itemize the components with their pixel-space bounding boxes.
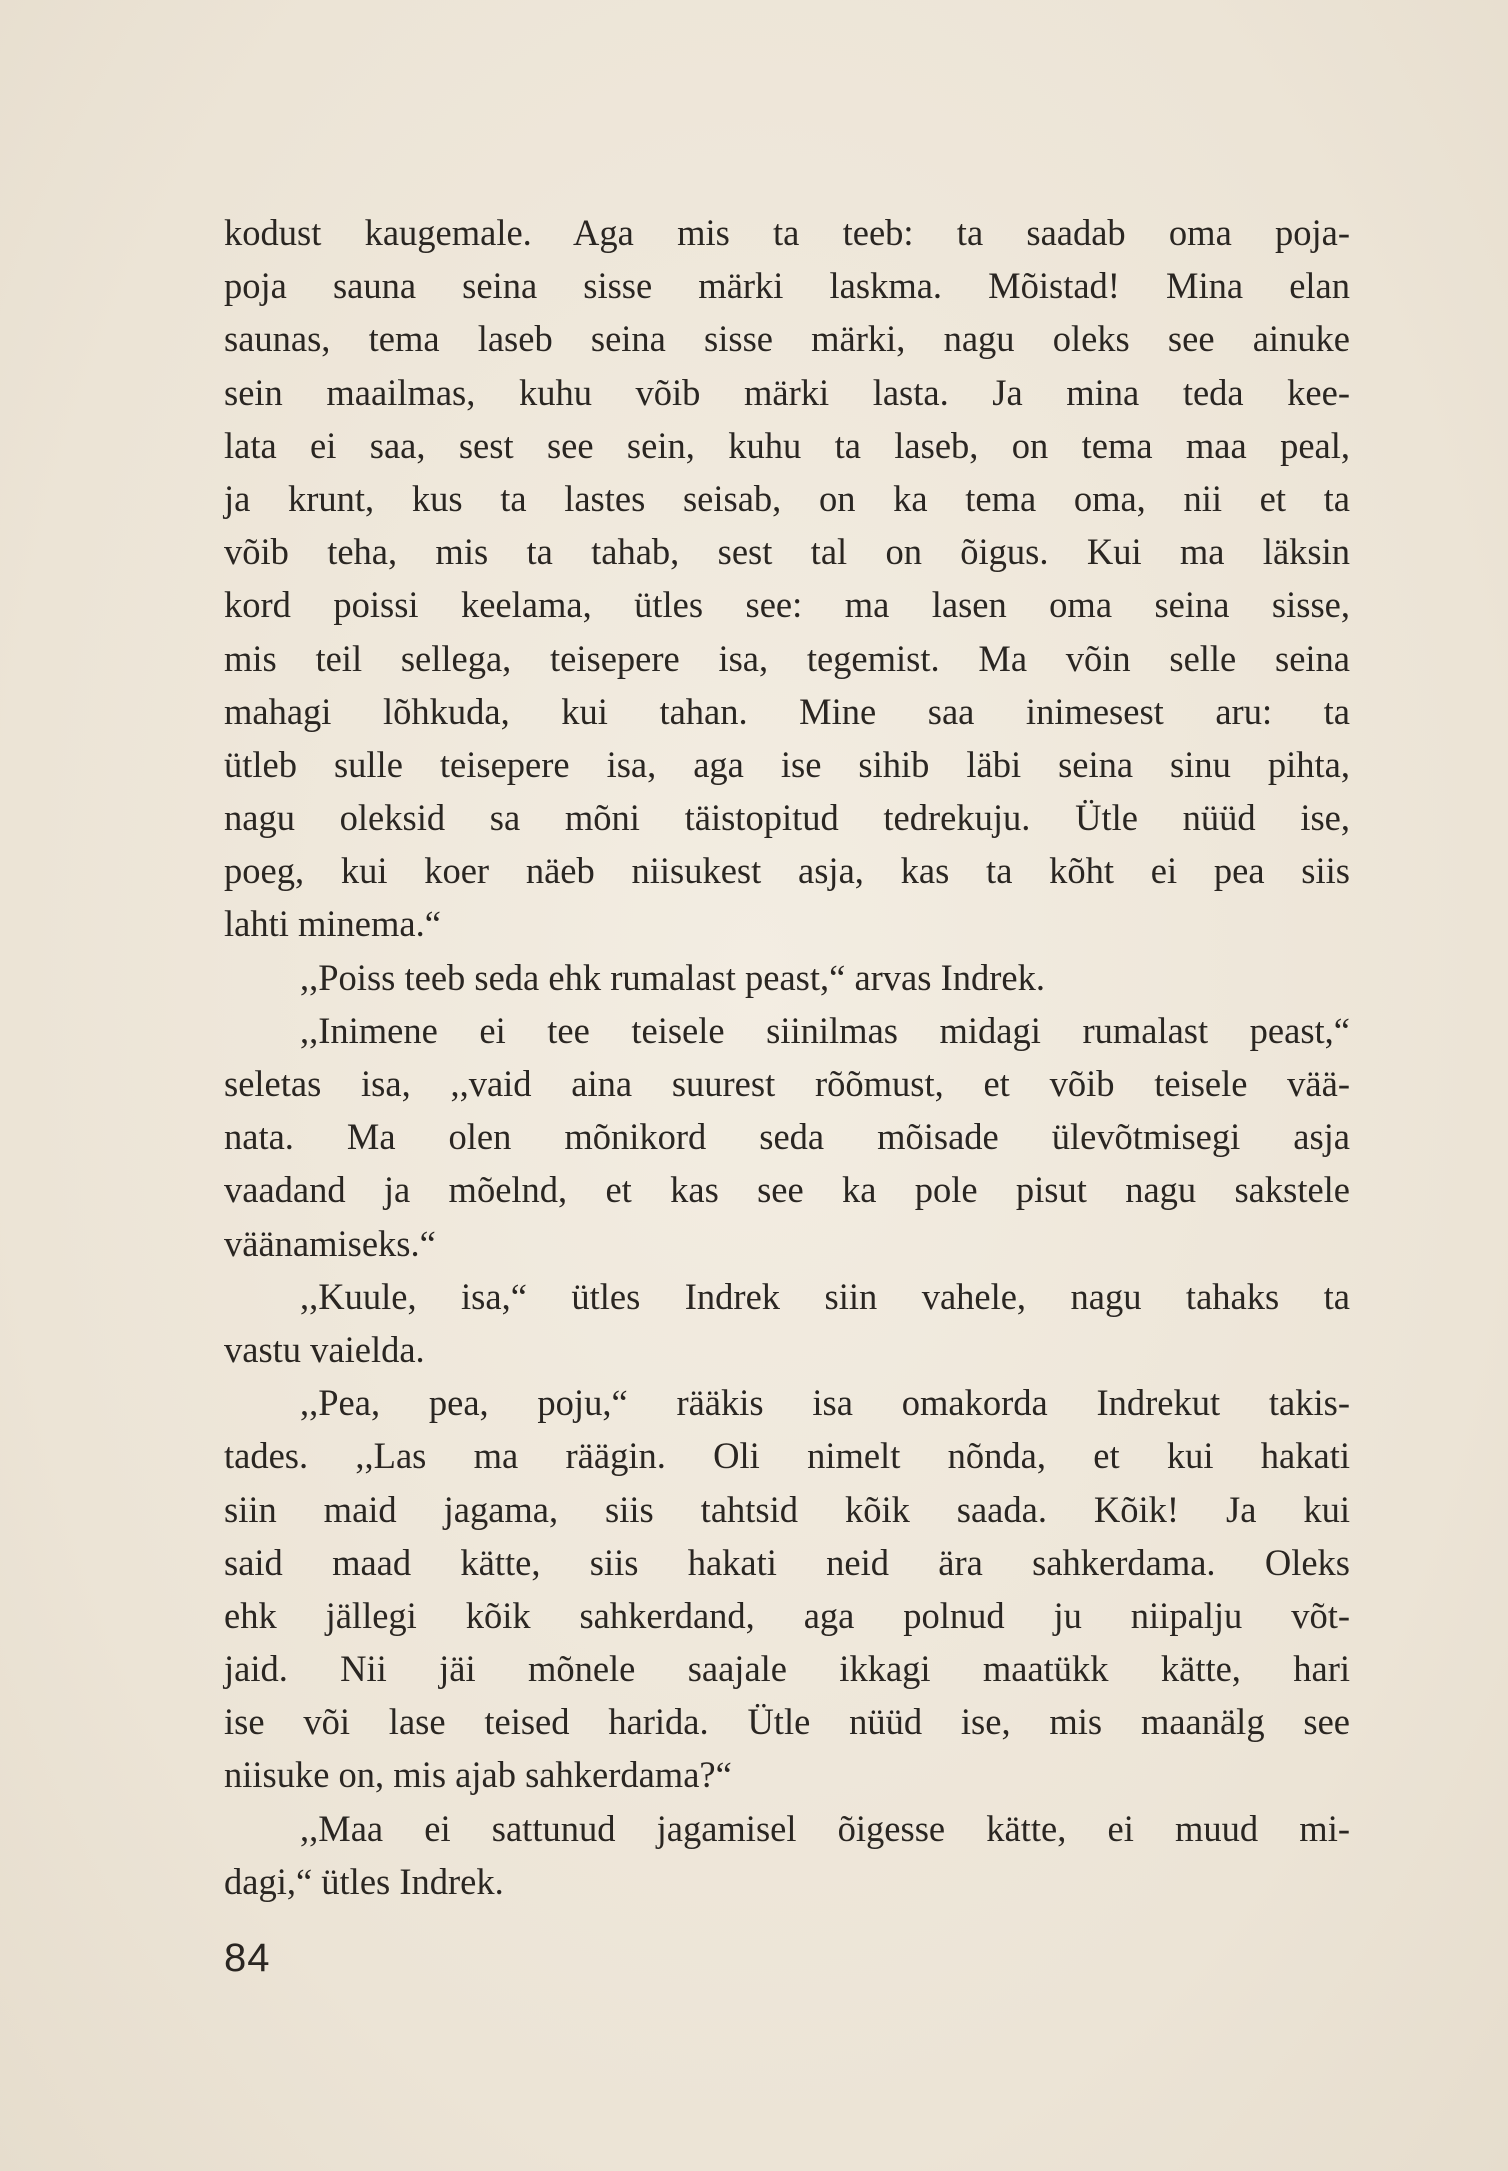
text-line: ,,Pea, pea, poju,“ rääkis isa omakorda Indrekut takis- [300, 1382, 1350, 1424]
text-line: ise või lase teised harida. Ütle nüüd ise, mis maanälg see [224, 1701, 1350, 1743]
paragraph [224, 1004, 1350, 1270]
text-line: said maad kätte, siis hakati neid ära sahkerdama. Oleks [224, 1541, 1350, 1583]
text-line: poja sauna seina sisse märki laskma. Mõistad! Mina elan [224, 265, 1350, 307]
text-line: vastu vaielda. [224, 1328, 425, 1370]
paragraph [224, 1802, 1350, 1908]
text-line: saunas, tema laseb seina sisse märki, nagu oleks see ainuke [224, 318, 1350, 360]
text-line: tades. ,,Las ma räägin. Oli nimelt nõnda, et kui hakati [224, 1435, 1350, 1477]
text-line: dagi,“ ütles Indrek. [224, 1860, 504, 1902]
text-line: mahagi lõhkuda, kui tahan. Mine saa inimesest aru: ta [224, 690, 1350, 732]
text-line: vaadand ja mõelnd, et kas see ka pole pisut nagu sakstele [224, 1169, 1350, 1211]
text-line: nata. Ma olen mõnikord seda mõisade ülevõtmisegi asja [224, 1116, 1350, 1158]
text-line: ja krunt, kus ta lastes seisab, on ka tema oma, nii et ta [224, 477, 1350, 519]
text-line: kodust kaugemale. Aga mis ta teeb: ta saadab oma poja- [224, 212, 1350, 253]
text-line: siin maid jagama, siis tahtsid kõik saada. Kõik! Ja kui [224, 1488, 1350, 1530]
text-line: võib teha, mis ta tahab, sest tal on õigus. Kui ma läksin [224, 531, 1350, 573]
text-line: mis teil sellega, teisepere isa, tegemist. Ma võin selle seina [224, 637, 1350, 679]
body-text [224, 206, 1350, 1908]
text-line: ,,Poiss teeb seda ehk rumalast peast,“ arvas Indrek. [300, 956, 1045, 998]
paragraph [224, 206, 1350, 951]
text-line: kord poissi keelama, ütles see: ma lasen oma seina sisse, [224, 584, 1350, 626]
text-line: ehk jällegi kõik sahkerdand, aga polnud ju niipalju võt- [224, 1594, 1350, 1636]
text-line: ,,Inimene ei tee teisele siinilmas midagi rumalast peast,“ [300, 1009, 1350, 1051]
paragraph [224, 1270, 1350, 1376]
text-line: nagu oleksid sa mõni täistopitud tedrekuju. Ütle nüüd ise, [224, 797, 1350, 839]
text-line: ,,Kuule, isa,“ ütles Indrek siin vahele, nagu tahaks ta [300, 1275, 1350, 1317]
text-line: lata ei saa, sest see sein, kuhu ta laseb, on tema maa peal, [224, 424, 1350, 466]
paragraph [224, 1376, 1350, 1802]
text-line: lahti minema.“ [224, 903, 441, 945]
text-line: poeg, kui koer näeb niisukest asja, kas ta kõht ei pea siis [224, 850, 1350, 892]
text-line: ,,Maa ei sattunud jagamisel õigesse kätte, ei muud mi- [300, 1807, 1350, 1849]
text-line: jaid. Nii jäi mõnele saajale ikkagi maatükk kätte, hari [224, 1648, 1350, 1690]
text-line: niisuke on, mis ajab sahkerdama?“ [224, 1754, 732, 1796]
text-line: seletas isa, ,,vaid aina suurest rõõmust, et võib teisele vää- [224, 1063, 1350, 1104]
text-line: väänamiseks.“ [224, 1222, 436, 1264]
text-line: ütleb sulle teisepere isa, aga ise sihib läbi seina sinu pihta, [224, 743, 1350, 785]
text-line: sein maailmas, kuhu võib märki lasta. Ja mina teda kee- [224, 371, 1350, 413]
page-number: 84 [224, 1936, 271, 1980]
paragraph [224, 951, 1350, 1004]
